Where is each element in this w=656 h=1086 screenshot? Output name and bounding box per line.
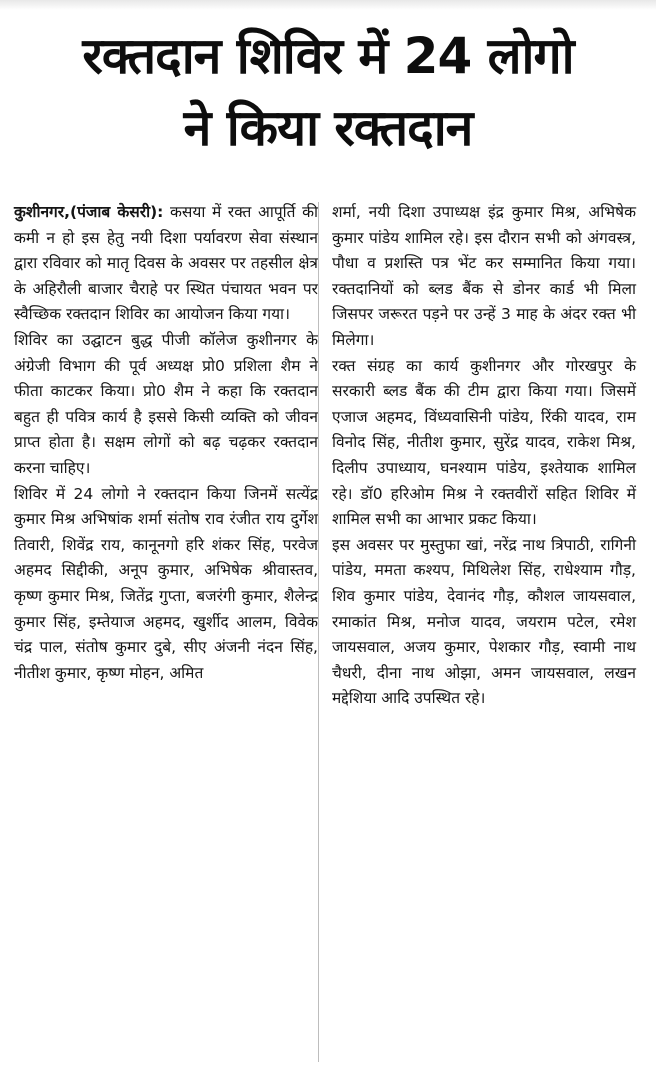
headline-line-2: ने किया रक्तदान (183, 99, 473, 157)
paragraph-text: कसया में रक्त आपूर्ति की कमी न हो इस हेतु नयी दिशा पर्यावरण सेवा संस्थान द्वारा रविवार को मातृ दिवस के अवसर पर तहसील क्षेत्र के अहिरौली बाजार चैराहे पर स्थित पंचायत भवन पर स्वैच्छिक रक्तदान शिविर का आयोजन किया गया। (14, 203, 318, 324)
article-paragraph (14, 200, 318, 328)
article-column-right (332, 200, 636, 712)
article-paragraph: इस अवसर पर मुस्तुफा खां, नरेंद्र नाथ त्रिपाठी, रागिनी पांडेय, ममता कश्यप, मिथिलेश सिंह, राधेश्याम गौड़, शिव कुमार पांडेय, देवानंद गौड़, कौशल जायसवाल, रमाकांत मिश्र, मनोज यादव, जयराम पटेल, रमेश जायसवाल, अजय कुमार, पेशकार गौड़, स्वामी नाथ चैधरी, दीना नाथ ओझा, अमन जायसवाल, लखन मद्देशिया आदि उपस्थित रहे। (332, 535, 636, 708)
page-top-strip (0, 0, 656, 10)
headline-line-1: रक्तदान शिविर में 24 लोगो (82, 27, 574, 85)
article-paragraph: शिविर का उद्घाटन बुद्ध पीजी कॉलेज कुशीनगर के अंग्रेजी विभाग की पूर्व अध्यक्ष प्रो0 प्रशिला शैम ने फीता काटकर किया। प्रो0 शैम ने कहा कि रक्तदान बहुत ही पवित्र कार्य है इससे किसी व्यक्ति को जीवन प्राप्त होता है। सक्षम लोगों को बढ़ चढ़कर रक्तदान करना चाहिए। (14, 330, 318, 477)
column-divider (318, 202, 319, 1062)
article-headline (0, 20, 656, 164)
article-paragraph: रक्त संग्रह का कार्य कुशीनगर और गोरखपुर के सरकारी ब्लड बैंक की टीम द्वारा किया गया। जिसमें एजाज अहमद, विंध्यवासिनी पांडेय, रिंकी यादव, राम विनोद सिंह, नीतीश कुमार, सुरेंद्र यादव, राकेश मिश्र, दिलीप उपाध्याय, घनश्याम पांडेय, इश्तेयाक शामिल रहे। डॉ0 हरिओम मिश्र ने रक्तवीरों सहित शिविर में शामिल सभी का आभार प्रकट किया। (332, 356, 636, 529)
article-paragraph: शर्मा, नयी दिशा उपाध्यक्ष इंद्र कुमार मिश्र, अभिषेक कुमार पांडेय शामिल रहे। इस दौरान सभी को अंगवस्त्र, पौधा व प्रशस्ति पत्र भेंट कर सम्मानित किया गया। रक्तदानियों को ब्लड बैंक से डोनर कार्ड भी मिला जिसपर जरूरत पड़ने पर उन्हें 3 माह के अंदर रक्त भी मिलेगा। (332, 203, 636, 349)
dateline: कुशीनगर,(पंजाब केसरी): (14, 203, 164, 221)
article-paragraph: शिविर में 24 लोगो ने रक्तदान किया जिनमें सत्येंद्र कुमार मिश्र अभिषांक शर्मा संतोष राव रंजीत राय दुर्गेश तिवारी, शिवेंद्र राय, कानूनगो हरि शंकर सिंह, परवेज अहमद सिद्दीकी, अनूप कुमार, अभिषेक श्रीवास्तव, कृष्ण कुमार मिश्र, जितेंद्र गुप्ता, बजरंगी कुमार, शैलेन्द्र कुमार सिंह, इम्तेयाज अहमद, खुर्शीद आलम, विवेक चंद्र पाल, संतोष कुमार दुबे, सीए अंजनी नंदन सिंह, नीतीश कुमार, कृष्ण मोहन, अमित (14, 484, 318, 682)
article-column-left (14, 200, 318, 686)
